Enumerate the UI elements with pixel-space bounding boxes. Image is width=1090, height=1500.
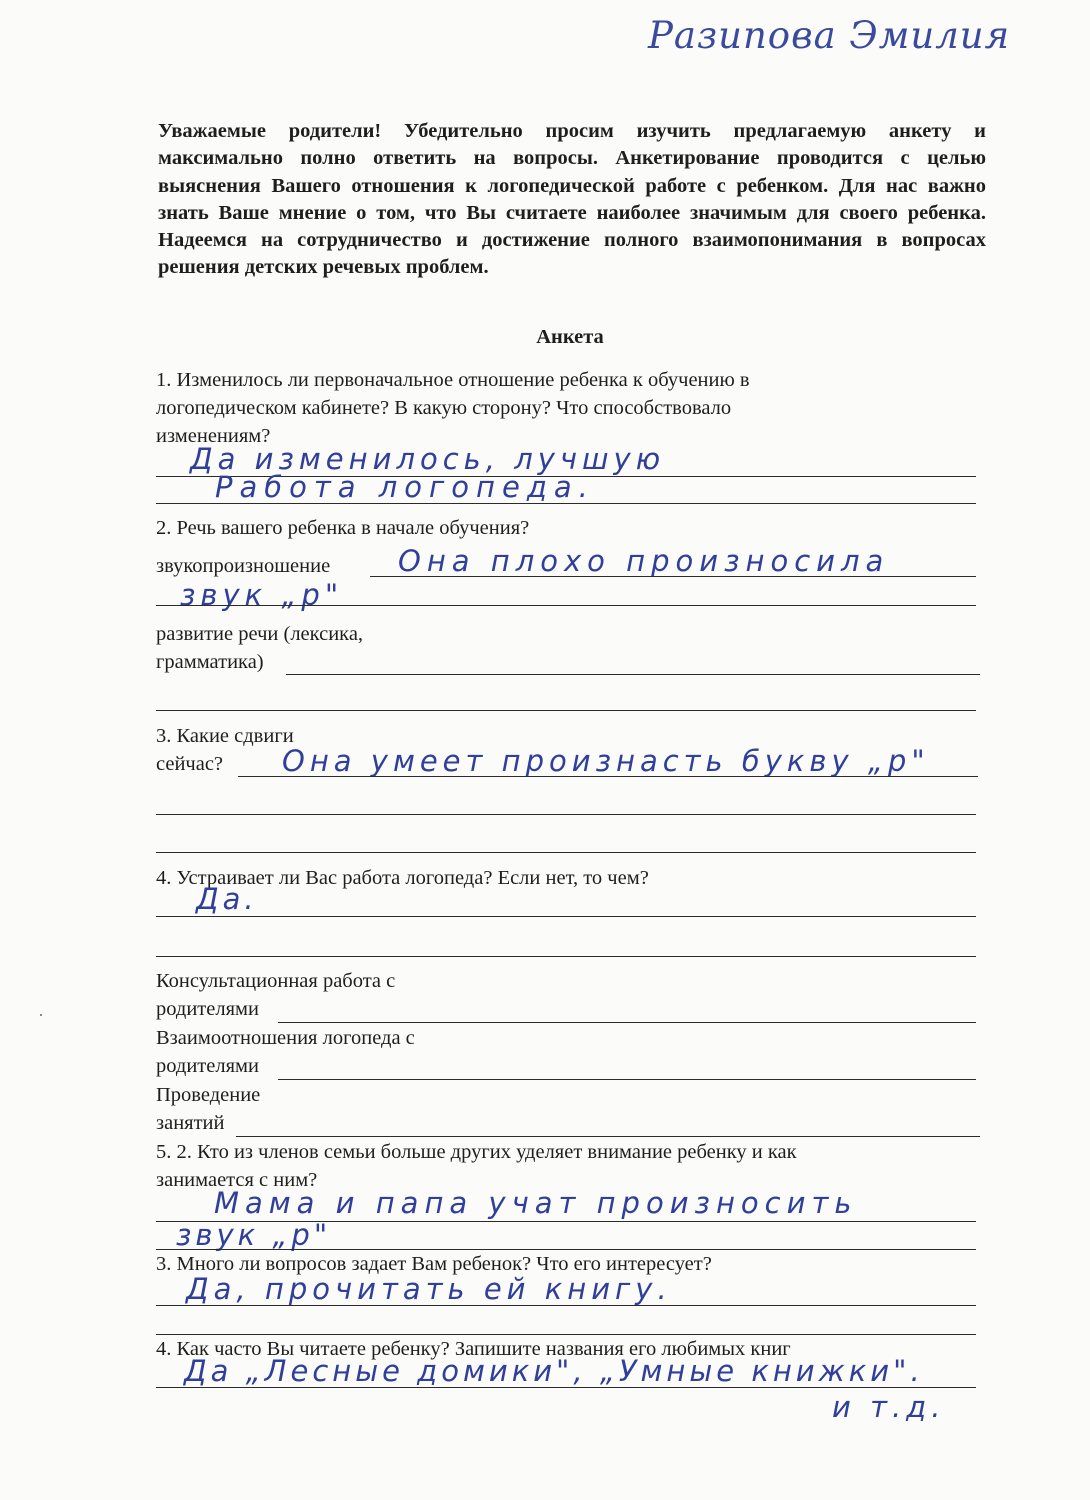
q2-sound-label: звукопроизношение: [156, 555, 331, 577]
q6-text: 3. Много ли вопросов задает Вам ребенок? Что его интересует?: [156, 1253, 712, 1275]
q3-underline3[interactable]: [156, 852, 976, 853]
q7-answer-line2[interactable]: и т.д.: [832, 1390, 946, 1424]
q7-underline1: [156, 1387, 976, 1388]
q4-answer[interactable]: Да.: [196, 882, 258, 916]
q7-text: 4. Как часто Вы читаете ребенку? Запишите названия его любимых книг: [156, 1338, 791, 1360]
q3-text-line1: 3. Какие сдвиги: [156, 725, 294, 747]
q2-sound-answer-line1[interactable]: Она плохо произносила: [398, 544, 890, 578]
q2-speech-underline1[interactable]: [286, 674, 980, 675]
q1-text-line3: изменениям?: [156, 425, 271, 447]
lessons-label-line1: Проведение: [156, 1084, 261, 1106]
relation-label-line1: Взаимоотношения логопеда с: [156, 1027, 415, 1049]
consult-label-line1: Консультационная работа с: [156, 970, 396, 992]
lessons-underline[interactable]: [236, 1136, 980, 1137]
relation-underline[interactable]: [278, 1079, 976, 1080]
form-title: Анкета: [536, 326, 604, 348]
q7-answer-line1[interactable]: Да „Лесные домики", „Умные книжки".: [184, 1354, 924, 1388]
handwritten-name: Разипова Эмилия: [648, 14, 1011, 57]
q3-text-line2: сейчас?: [156, 753, 224, 775]
q2-speech-underline2[interactable]: [156, 710, 976, 711]
q2-speech-label-line1: развитие речи (лексика,: [156, 623, 364, 645]
q3-answer[interactable]: Она умеет произнасть букву „р": [282, 744, 930, 778]
scan-dot: [40, 1014, 42, 1016]
q1-text-line2: логопедическом кабинете? В какую сторону? Что способствовало: [156, 397, 732, 419]
q2-speech-label-line2: грамматика): [156, 651, 264, 673]
relation-label-line2: родителями: [156, 1055, 259, 1077]
lessons-label-line2: занятий: [156, 1112, 225, 1134]
q4-underline1: [156, 916, 976, 917]
q1-text-line1: 1. Изменилось ли первоначальное отношение ребенка к обучению в: [156, 369, 750, 391]
q1-answer-line1[interactable]: Да изменилось, лучшую: [190, 442, 666, 476]
q5-text-line2: занимается с ним?: [156, 1169, 318, 1191]
q3-underline1: [238, 776, 978, 777]
consult-label-line2: родителями: [156, 998, 259, 1020]
intro-paragraph: Уважаемые родители! Убедительно просим изучить предлагаемую анкету и максимально полно ответить на вопросы. Анкетирование проводится с целью выяснения Вашего отношения к логопедической работе с ребенком. Для нас важно знать Ваше мнение о том, что Вы считаете наиболее значимым для своего ребенка. Надеемся на сотрудничество и достижение полного взаимопонимания в вопросах решения детских речевых проблем.: [158, 120, 986, 279]
q5-text-line1: 5. 2. Кто из членов семьи больше других уделяет внимание ребенку и как: [156, 1141, 797, 1163]
q5-answer-line2[interactable]: звук „р": [176, 1218, 332, 1252]
q2-sound-underline2: [156, 605, 976, 606]
q4-underline2[interactable]: [156, 956, 976, 957]
q6-underline1: [156, 1305, 976, 1306]
q5-answer-line1[interactable]: Мама и папа учат произносить: [214, 1186, 858, 1220]
q1-answer-line2[interactable]: Работа логопеда.: [215, 470, 595, 504]
consult-underline[interactable]: [278, 1022, 976, 1023]
q2-sound-answer-line2[interactable]: звук „р": [180, 578, 344, 612]
q3-underline2[interactable]: [156, 814, 976, 815]
q2-text: 2. Речь вашего ребенка в начале обучения?: [156, 517, 530, 539]
q4-text: 4. Устраивает ли Вас работа логопеда? Если нет, то чем?: [156, 867, 649, 889]
q2-sound-underline1: [370, 576, 976, 577]
q1-answer-underline2: [156, 503, 976, 504]
q6-answer[interactable]: Да, прочитать ей книгу.: [186, 1272, 672, 1306]
